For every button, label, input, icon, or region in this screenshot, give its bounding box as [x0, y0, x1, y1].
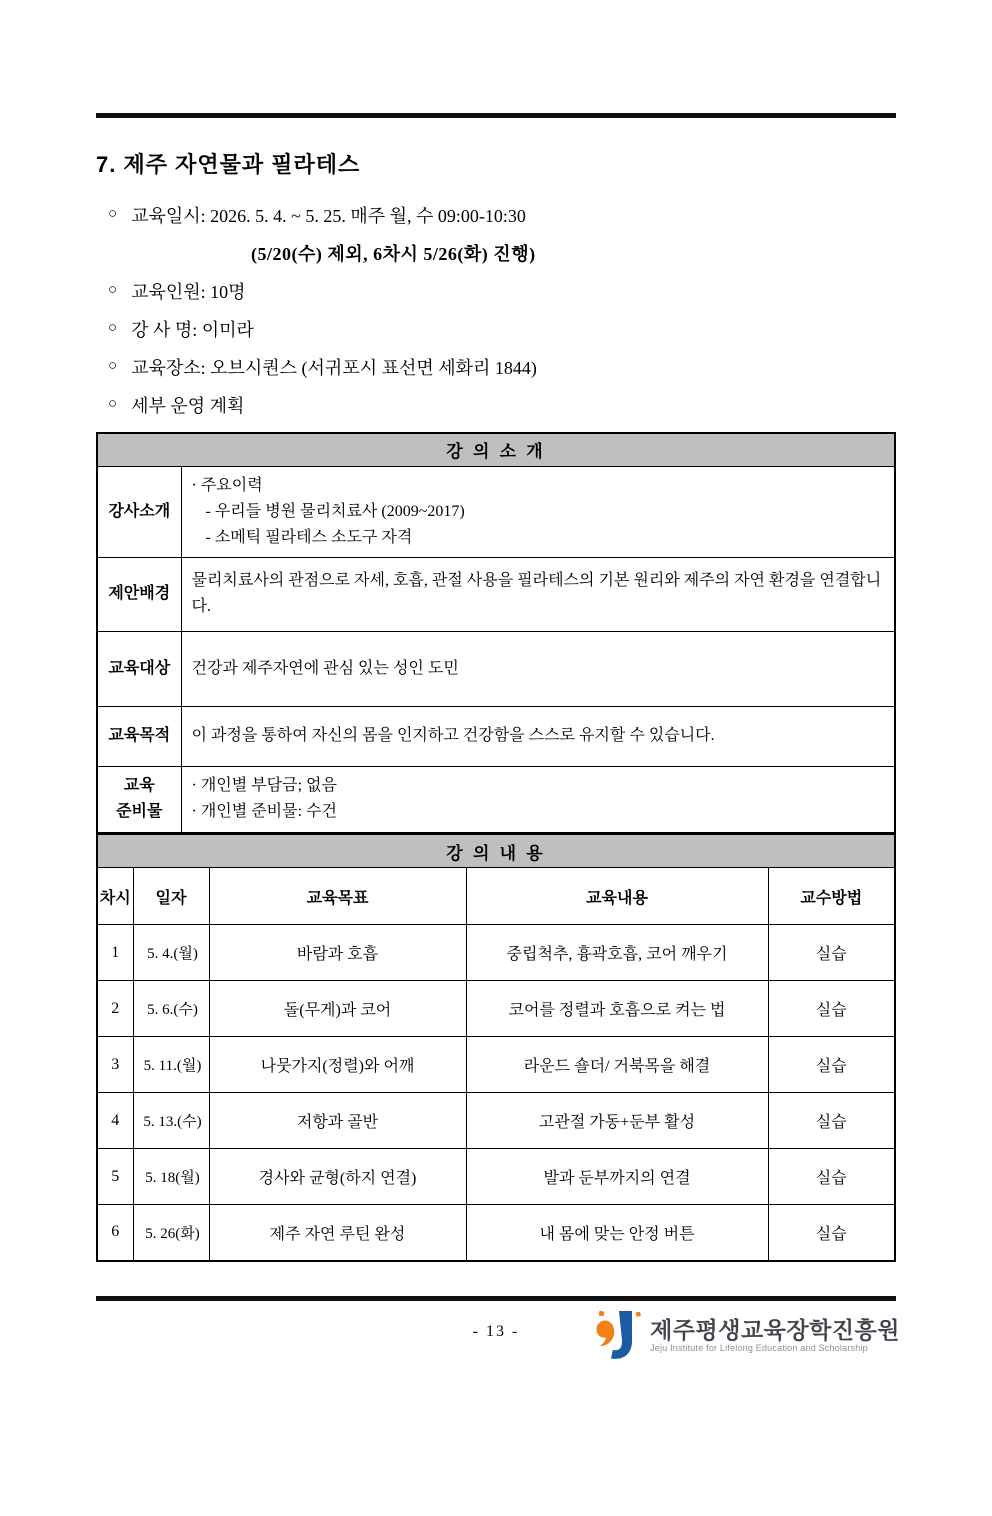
- row-label: 교육대상: [97, 631, 181, 706]
- session-cell: 4: [97, 1093, 133, 1149]
- method-cell: 실습: [768, 1037, 895, 1093]
- goal-cell: 돌(무게)과 코어: [209, 981, 466, 1037]
- method-cell: 실습: [768, 1205, 895, 1261]
- goal-cell: 나뭇가지(정렬)와 어깨: [209, 1037, 466, 1093]
- org-logo-mark-icon: [592, 1307, 642, 1363]
- content-cell: 발과 둔부까지의 연결: [466, 1149, 768, 1205]
- instructor-text: 강 사 명: 이미라: [131, 320, 254, 340]
- col-header-goal: 교육목표: [209, 868, 466, 925]
- lecture-content-table: [96, 834, 896, 1262]
- plan-text: 세부 운영 계획: [131, 396, 245, 416]
- table-row: [97, 631, 895, 706]
- circle-bullet-icon: ○: [108, 281, 118, 298]
- document-page: [96, 113, 900, 1371]
- lecture-intro-table: [96, 432, 896, 834]
- table-row: [97, 1149, 895, 1205]
- section-heading: 7. 제주 자연물과 필라테스: [96, 152, 361, 177]
- row-label-line: 준비물: [116, 803, 163, 821]
- row-label-line: 교육: [123, 777, 155, 795]
- method-cell: 실습: [768, 1149, 895, 1205]
- goal-cell: 바람과 호흡: [209, 925, 466, 981]
- table-row: [97, 925, 895, 981]
- list-item-location: [96, 348, 896, 386]
- table-row: [97, 466, 895, 557]
- program-summary-list: [96, 196, 896, 424]
- instructor-profile-cell: [181, 466, 895, 557]
- session-cell: 2: [97, 981, 133, 1037]
- row-label: 제안배경: [97, 557, 181, 631]
- materials-cell: [181, 766, 895, 833]
- materials-line: · 개인별 준비물: 수건: [191, 803, 337, 821]
- date-cell: 5. 13.(수): [133, 1093, 209, 1149]
- row-label: 강사소개: [97, 466, 181, 557]
- date-cell: 5. 11.(월): [133, 1037, 209, 1093]
- session-cell: 3: [97, 1037, 133, 1093]
- table-row: [97, 1037, 895, 1093]
- profile-line: - 소메틱 필라테스 소도구 자격: [205, 528, 413, 546]
- page-footer: [96, 1301, 900, 1371]
- table-row: [97, 1205, 895, 1261]
- content-cell: 내 몸에 맞는 안정 버튼: [466, 1205, 768, 1261]
- method-cell: 실습: [768, 981, 895, 1037]
- content-cell: 라운드 숄더/ 거북목을 해결: [466, 1037, 768, 1093]
- table-row: [97, 1093, 895, 1149]
- col-header-content: 교육내용: [466, 868, 768, 925]
- materials-line: · 개인별 부담금; 없음: [191, 777, 337, 795]
- circle-bullet-icon: ○: [108, 319, 118, 336]
- profile-line: - 우리들 병원 물리치료사 (2009~2017): [205, 502, 465, 520]
- location-text: 교육장소: 오브시퀀스 (서귀포시 표선면 세화리 1844): [131, 358, 537, 378]
- method-cell: 실습: [768, 925, 895, 981]
- content-cell: 중립척추, 흉곽호흡, 코어 깨우기: [466, 925, 768, 981]
- content-cell: 코어를 정렬과 호흡으로 켜는 법: [466, 981, 768, 1037]
- table-row: [97, 557, 895, 631]
- session-cell: 1: [97, 925, 133, 981]
- table-section-title-row: [97, 835, 895, 868]
- table-row: [97, 766, 895, 833]
- table-section-title-row: [97, 433, 895, 466]
- list-item-instructor: [96, 310, 896, 348]
- circle-bullet-icon: ○: [108, 395, 118, 412]
- proposal-background-cell: 물리치료사의 관점으로 자세, 호흡, 관절 사용을 필라테스의 기본 원리와 제주의 자연 환경을 연결합니다.: [181, 557, 895, 631]
- page-number: - 13 -: [472, 1322, 520, 1340]
- row-label: [97, 766, 181, 833]
- org-name-korean: 제주평생교육장학진흥원: [650, 1316, 900, 1343]
- date-cell: 5. 18(월): [133, 1149, 209, 1205]
- org-name-english: Jeju Institute for Lifelong Education and Scholarship: [650, 1342, 868, 1353]
- top-rule: [96, 113, 896, 118]
- intro-table-title: 강 의 소 개: [97, 433, 895, 466]
- session-cell: 6: [97, 1205, 133, 1261]
- col-header-method: 교수방법: [768, 868, 895, 925]
- goal-cell: 제주 자연 루틴 완성: [209, 1205, 466, 1261]
- circle-bullet-icon: ○: [108, 357, 118, 374]
- org-logo: [592, 1307, 900, 1363]
- table-row: [97, 706, 895, 766]
- goal-cell: 저항과 골반: [209, 1093, 466, 1149]
- list-item-plan: [96, 386, 896, 424]
- list-item-capacity: [96, 272, 896, 310]
- schedule-text: 교육일시: 2026. 5. 4. ~ 5. 25. 매주 월, 수 09:00-10:30: [131, 206, 526, 226]
- date-cell: 5. 6.(수): [133, 981, 209, 1037]
- method-cell: 실습: [768, 1093, 895, 1149]
- goal-cell: 경사와 균형(하지 연결): [209, 1149, 466, 1205]
- education-goal-cell: 이 과정을 통하여 자신의 몸을 인지하고 건강함을 스스로 유지할 수 있습니다.: [181, 706, 895, 766]
- table-header-row: [97, 868, 895, 925]
- capacity-text: 교육인원: 10명: [131, 282, 246, 302]
- org-logo-text: [650, 1317, 900, 1353]
- content-table-title: 강 의 내 용: [97, 835, 895, 868]
- target-audience-cell: 건강과 제주자연에 관심 있는 성인 도민: [181, 631, 895, 706]
- circle-bullet-icon: ○: [108, 205, 118, 222]
- profile-line: · 주요이력: [191, 476, 263, 494]
- row-label: 교육목적: [97, 706, 181, 766]
- date-cell: 5. 26(화): [133, 1205, 209, 1261]
- col-header-session: 차시: [97, 868, 133, 925]
- col-header-date: 일자: [133, 868, 209, 925]
- table-row: [97, 981, 895, 1037]
- content-cell: 고관절 가동+둔부 활성: [466, 1093, 768, 1149]
- session-cell: 5: [97, 1149, 133, 1205]
- date-cell: 5. 4.(월): [133, 925, 209, 981]
- schedule-exception-note: (5/20(수) 제외, 6차시 5/26(화) 진행): [251, 244, 536, 264]
- list-item-schedule: [96, 196, 896, 234]
